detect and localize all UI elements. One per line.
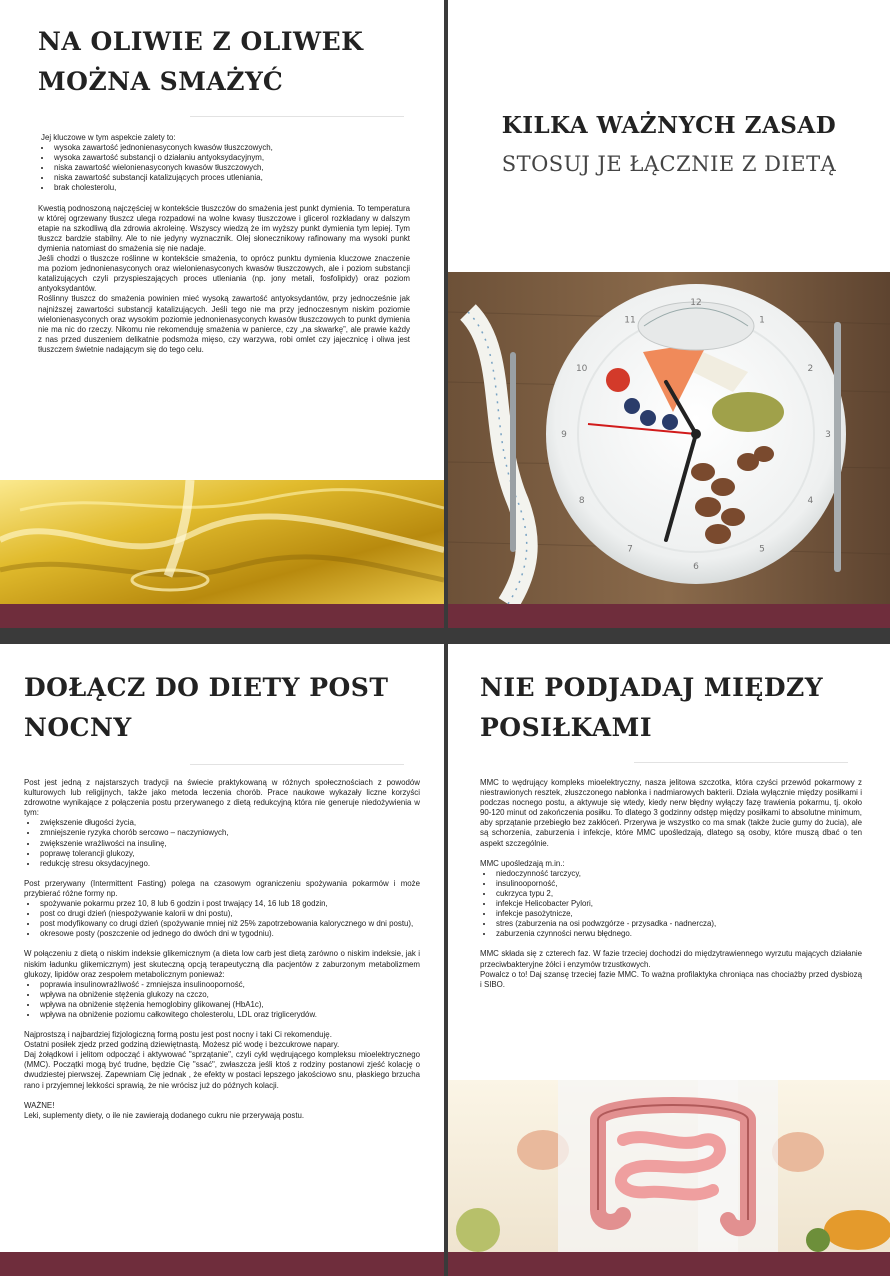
text-body — [480, 778, 862, 990]
footer-band — [448, 1252, 890, 1276]
clock-number: 9 — [561, 430, 567, 440]
impair-list — [480, 869, 862, 940]
list-item: • post modyfikowany co drugi dzień (spożywanie mniej niż 25% zapotrzebowania kalorycznego w dni postu), — [38, 919, 420, 929]
divider — [634, 762, 848, 763]
list-item: • infekcje Helicobacter Pylori, — [494, 899, 862, 909]
clock-number: 8 — [578, 496, 585, 506]
clock-number: 10 — [575, 364, 588, 374]
footer-band — [0, 1252, 444, 1276]
paragraph: Najprostszą i najbardziej fizjologiczną formą postu jest post nocny i taki Ci rekomenduję. — [24, 1030, 332, 1040]
intestine-image — [448, 1080, 890, 1252]
paragraph: Jeśli chodzi o tłuszcze roślinne w kontekście smażenia, to oprócz punktu dymienia kluczowe znaczenie ma poziom jednonienasyconych oraz wielonienasyconych kwasów tłuszczowych, ale i poziom substancji katalizujących czyli przyspieszających proces utleniania (np. jony metali, fosfolipidy) oraz poziom antyoksydantów. — [38, 254, 410, 294]
paragraph: Kwestią podnoszoną najczęściej w kontekście tłuszczów do smażenia jest punkt dymienia. To temperatura w której ogrzewany tłuszcz ulega rozpadowi na wolne kwasy tłuszczowe i glicerol rozkładany w dalszym etapie na szkodliwą dla zdrowia akroleinę. Wszyscy wiedzą że im wyższy punkt dymienia tym lepiej. Tym tłuszcz bardzie stabilny. Ale to nie jedyny wyznacznik. Olej słonecznikowy rafinowany ma wysoki punkt dymienia natomiast do smażenia się nie nadaje. — [38, 203, 410, 253]
paragraph: Post jest jedną z najstarszych tradycji na świecie praktykowaną w różnych społecznościach z powodów kulturowych lub religijnych, także jako metoda leczenia chorób. Prace naukowe wykazały liczne korzyści zdrowotne wynikające z połączenia postu przerywanego z dietą redukcyjną która nie generuje niedożywienia w tym: — [24, 778, 420, 818]
list-item: • zwiększenie wrażliwości na insulinę, — [38, 839, 420, 849]
plate-clock-image — [448, 272, 890, 604]
warning-text: Leki, suplementy diety, o ile nie zawierają dodanego cukru nie przerywają postu. — [24, 1110, 305, 1120]
paragraph: Daj żołądkowi i jelitom odpocząć i aktywować "sprzątanie", czyli cykl wędrującego kompleksu mioelektrycznego (MMC). Początki mogą być trudne, będzie Cię "ssać", zwłaszcza jeśli ktoś z rodziny postanowi zjeść kolację o dwudziestej pierwszej. Zapewniam Cię jednak , że efekty w postaci lepszego jakościowo snu, płaskiego brzucha rano i przyjemnej lekkości sprawią, że nie wrócisz już do późnych kolacji. — [24, 1050, 420, 1090]
list-item: • wysoka zawartość jednonienasyconych kwasów tłuszczowych, — [52, 143, 410, 153]
paragraph: MMC składa się z czterech faz. W fazie trzeciej dochodzi do międzytrawiennego wyrzutu mających działanie przeciwbakteryjne żółci i enzymów trzustkowych. — [480, 949, 862, 969]
paragraph: Ostatni posiłek zjedz przed godziną dziewiętnastą. Możesz pić wodę i bezcukrowe napary. — [24, 1040, 340, 1050]
divider — [190, 764, 404, 765]
page-rules-intro — [448, 0, 890, 628]
list-item: • poprawia insulinowrażliwość - zmniejsza insulinooporność, — [38, 980, 420, 990]
clock-number: 12 — [690, 298, 702, 308]
footer-band — [0, 604, 444, 628]
list-item: • niska zawartość wielonienasyconych kwasów tłuszczowych, — [52, 163, 410, 173]
list-item: • insulinooporność, — [494, 879, 862, 889]
clock-number: 6 — [693, 562, 699, 572]
list-item: • okresowe posty (poszczenie od jednego do dwóch dni w tygodniu). — [38, 929, 420, 939]
list-item: • spożywanie pokarmu przez 10, 8 lub 6 godzin i post trwający 14, 16 lub 18 godzin, — [38, 899, 420, 909]
page-title: DOŁĄCZ DO DIETY POST NOCNY — [24, 673, 389, 742]
list-item: • poprawę tolerancji glukozy, — [38, 849, 420, 859]
if-forms-list — [24, 899, 420, 939]
list-item: • stres (zaburzenia na osi podwzgórze - przysadka - nadnercza), — [494, 919, 862, 929]
clock-number: 4 — [807, 496, 814, 506]
text-body — [38, 133, 410, 355]
intro-text: Jej kluczowe w tym aspekcie zalety to: — [41, 133, 176, 142]
list-item: • zwiększenie długości życia, — [38, 818, 420, 828]
list-item: • cukrzyca typu 2, — [494, 889, 862, 899]
page-night-fasting — [0, 644, 444, 1276]
list-item: • niedoczynność tarczycy, — [494, 869, 862, 879]
text-body — [24, 778, 420, 1121]
page-no-snacking — [448, 644, 890, 1276]
page-olive-oil — [0, 0, 444, 628]
list-item: • brak cholesterolu, — [52, 183, 410, 193]
list-item: • niska zawartość substancji katalizujących proces utleniania, — [52, 173, 410, 183]
divider — [190, 116, 404, 117]
list-item: • wpływa na obniżenie stężenia hemoglobiny glikowanej (HbA1c), — [38, 1000, 420, 1010]
clock-number: 11 — [624, 315, 636, 326]
page-title: KILKA WAŻNYCH ZASAD — [501, 112, 837, 139]
clock-number: 7 — [627, 544, 633, 555]
list-item: • wysoka zawartość substancji o działaniu antyoksydacyjnym, — [52, 153, 410, 163]
warning-label: WAŻNE! — [24, 1100, 55, 1110]
paragraph: Post przerywany (Intermittent Fasting) polega na czasowym ograniczeniu spożywania pokarmów i może przybierać różne formy np. — [24, 878, 420, 898]
footer-band — [448, 604, 890, 628]
paragraph: Powalcz o to! Daj szansę trzeciej fazie MMC. To ważna profilaktyka chroniąca nas chociażby przed dysbiozą i SIBO. — [480, 969, 862, 989]
clock-number: 2 — [807, 364, 814, 374]
page-title: NIE PODJADAJ MIĘDZY POSIŁKAMI — [480, 673, 824, 742]
low-gi-list — [24, 980, 420, 1020]
clock-number: 3 — [825, 430, 831, 440]
list-item: • wpływa na obniżenie poziomu całkowitego cholesterolu, LDL oraz triglicerydów. — [38, 1010, 420, 1020]
list-item: • zaburzenia czynności nerwu błędnego. — [494, 929, 862, 939]
page-subtitle: STOSUJ JE ŁĄCZNIE Z DIETĄ — [501, 152, 837, 176]
page-title: NA OLIWIE Z OLIWEK MOŻNA SMAŻYĆ — [38, 27, 364, 96]
paragraph: MMC to wędrujący kompleks mioelektryczny, nasza jelitowa szczotka, która czyści przewód pokarmowy z niestrawionych resztek, złuszczonego nabłonka i nadmiarowych bakterii. Działa wyłącznie między posiłkami i podczas nocnego postu, a aktywuje się wtedy, kiedy nerw błędny wyłączy fazę trawienia pokarmu, tj. około 90-120 minut od zakończenia posiłku. To dlatego 3 godzinny odstęp między posiłkami to absolutne minimum, aby sprzątanie przebiegło bez zakłóceń. Przerywa je wszystko co ma smak (także żucie gumy do żucia), ale są schorzenia, zaburzenia i infekcje, które MMC upośledzają, dlatego są osoby, które muszą dbać o ten aspekt szczególnie. — [480, 778, 862, 848]
list-item: • post co drugi dzień (niespożywanie kalorii w dni postu), — [38, 909, 420, 919]
advantages-list — [38, 143, 410, 193]
clock-number: 5 — [759, 544, 765, 555]
paragraph: W połączeniu z dietą o niskim indeksie glikemicznym (a dieta low carb jest dietą zarówno o niskim indeksie, jak i niskim ładunku glikemicznym) jest skuteczną opcją terapeutyczną dla pacjentów z zaburzonym metabolizmem glukozy, lipidów oraz zespołem metabolicznym ponieważ: — [24, 949, 420, 979]
clock-number: 1 — [759, 315, 765, 326]
olive-oil-image — [0, 480, 444, 604]
list-item: • wpływa na obniżenie stężenia glukozy na czczo, — [38, 990, 420, 1000]
paragraph: MMC upośledzają m.in.: — [480, 858, 565, 868]
list-item: • zmniejszenie ryzyka chorób sercowo – naczyniowych, — [38, 828, 420, 838]
list-item: • redukcję stresu oksydacyjnego. — [38, 859, 420, 869]
list-item: • infekcje pasożytnicze, — [494, 909, 862, 919]
benefits-list — [24, 818, 420, 868]
paragraph: Roślinny tłuszcz do smażenia powinien mieć wysoką zawartość antyoksydantów, przy jednocześnie jak najniższej zawartości substancji katalizujących. Jeśli tego nie ma przy jednoczesnym niskim poziomie wielonienasyconych oraz wysokim poziomie jednonienasyconych kwasów tłuszczowych to punkt dymienia nie ma nic do rzeczy. Nikomu nie rekomenduję smażenia w panierce, czy „na skwarkę”, ale prawie każdy z nas przed duszeniem delikatnie podsmoża mięso, czy warzywa, robi omlet czy jajecznicę i oliwa jest tłuszczem świetnie nadającym się do tego celu. — [38, 294, 410, 354]
